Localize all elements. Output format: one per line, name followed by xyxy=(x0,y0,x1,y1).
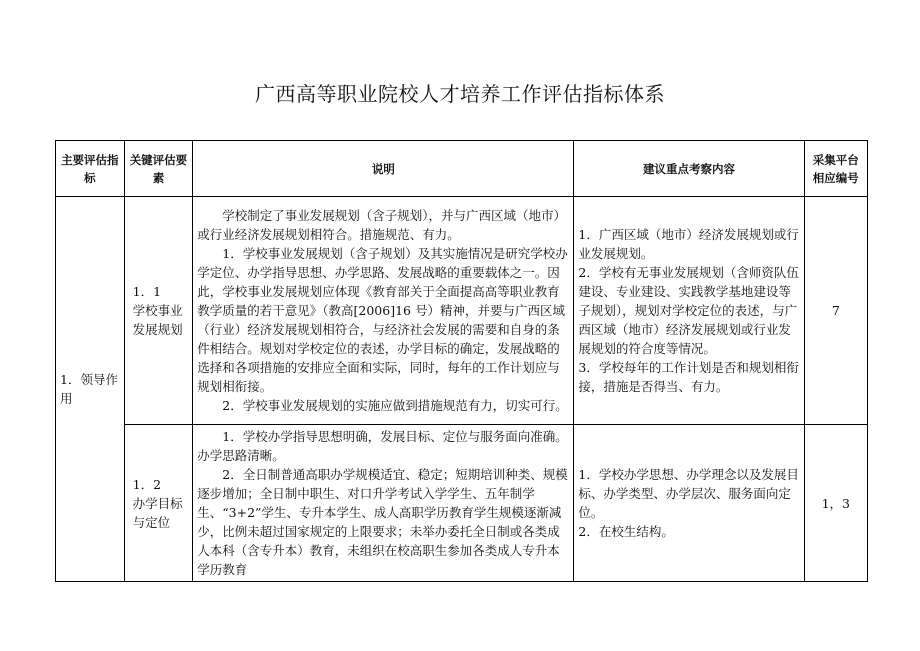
focus-item: 1．学校办学思想、办学理念以及发展目标、办学类型、办学层次、服务面向定位。 xyxy=(578,467,799,520)
key-element-name: 办学目标与定位 xyxy=(132,495,183,530)
platform-no-cell: 1，3 xyxy=(804,425,867,582)
key-element-cell xyxy=(124,197,193,425)
description-paragraph: 2．学校事业发展规划的实施应做到措施规范有力，切实可行。 xyxy=(222,398,568,413)
header-focus: 建议重点考察内容 xyxy=(574,141,804,197)
header-description: 说明 xyxy=(193,141,574,197)
evaluation-table xyxy=(55,140,868,582)
description-paragraph: 1．学校事业发展规划（含子规划）及其实施情况是研究学校办学定位、办学指导思想、办学思路、发展战略的重要载体之一。因此，学校事业发展规划应体现《教育部关于全面提高高等职业教育教学质量的若干意见》（教高[2006]16 号）精神，并要与广西区域（行业）经济发展规划相符合，与经济社会发展的需要和自身的条件相结合。规划对学校定位的表述，办学目标的确定，发展战略的选择和各项措施的安排应全面和实际，同时，每年的工作计划应与规划相衔接。 xyxy=(197,246,568,394)
focus-item: 2．在校生结构。 xyxy=(578,524,674,539)
header-main-indicator: 主要评估指标 xyxy=(56,141,125,197)
description-paragraph: 1．学校办学指导思想明确，发展目标、定位与服务面向准确。办学思路清晰。 xyxy=(197,429,568,463)
description-paragraph: 2．全日制普通高职办学规模适宜、稳定；短期培训种类、规模逐步增加；全日制中职生、对口升学考试入学学生、五年制学生、“3+2”学生、专升本学生、成人高职学历教育学生规模逐渐减少，比例未超过国家规定的上限要求；未举办委托全日制或各类成人本科（含专升本）教育，未组织在校高职生参加各类成人专升本学历教育 xyxy=(197,467,568,577)
description-paragraph: 学校制定了事业发展规划（含子规划），并与广西区域（地市）或行业经济发展规划相符合。措施规范、有力。 xyxy=(197,208,567,242)
table-row xyxy=(56,197,868,425)
key-element-number: 1．1 xyxy=(132,284,162,299)
focus-cell xyxy=(574,425,804,582)
header-platform-no: 采集平台相应编号 xyxy=(804,141,867,197)
focus-item: 1．广西区域（地市）经济发展规划或行业发展规划。 xyxy=(578,227,799,261)
main-indicator-cell: 1．领导作用 xyxy=(56,197,125,582)
focus-item: 2．学校有无事业发展规划（含师资队伍建设、专业建设、实践教学基地建设等子规划），规划对学校定位的表述，与广西区域（地市）经济发展规划或行业发展规划的符合度等情况。 xyxy=(578,265,799,356)
key-element-number: 1．2 xyxy=(132,476,162,492)
platform-no-cell: 7 xyxy=(804,197,867,425)
key-element-cell xyxy=(124,425,193,582)
description-cell xyxy=(193,197,574,425)
table-header-row xyxy=(56,141,868,197)
document-title: 广西高等职业院校人才培养工作评估指标体系 xyxy=(255,82,665,106)
focus-item: 3．学校每年的工作计划是否和规划相衔接，措施是否得当、有力。 xyxy=(578,360,799,394)
description-cell xyxy=(193,425,574,582)
focus-cell xyxy=(574,197,804,425)
key-element-name: 学校事业发展规划 xyxy=(132,303,183,337)
header-key-element: 关键评估要素 xyxy=(124,141,193,197)
table-row xyxy=(56,425,868,582)
